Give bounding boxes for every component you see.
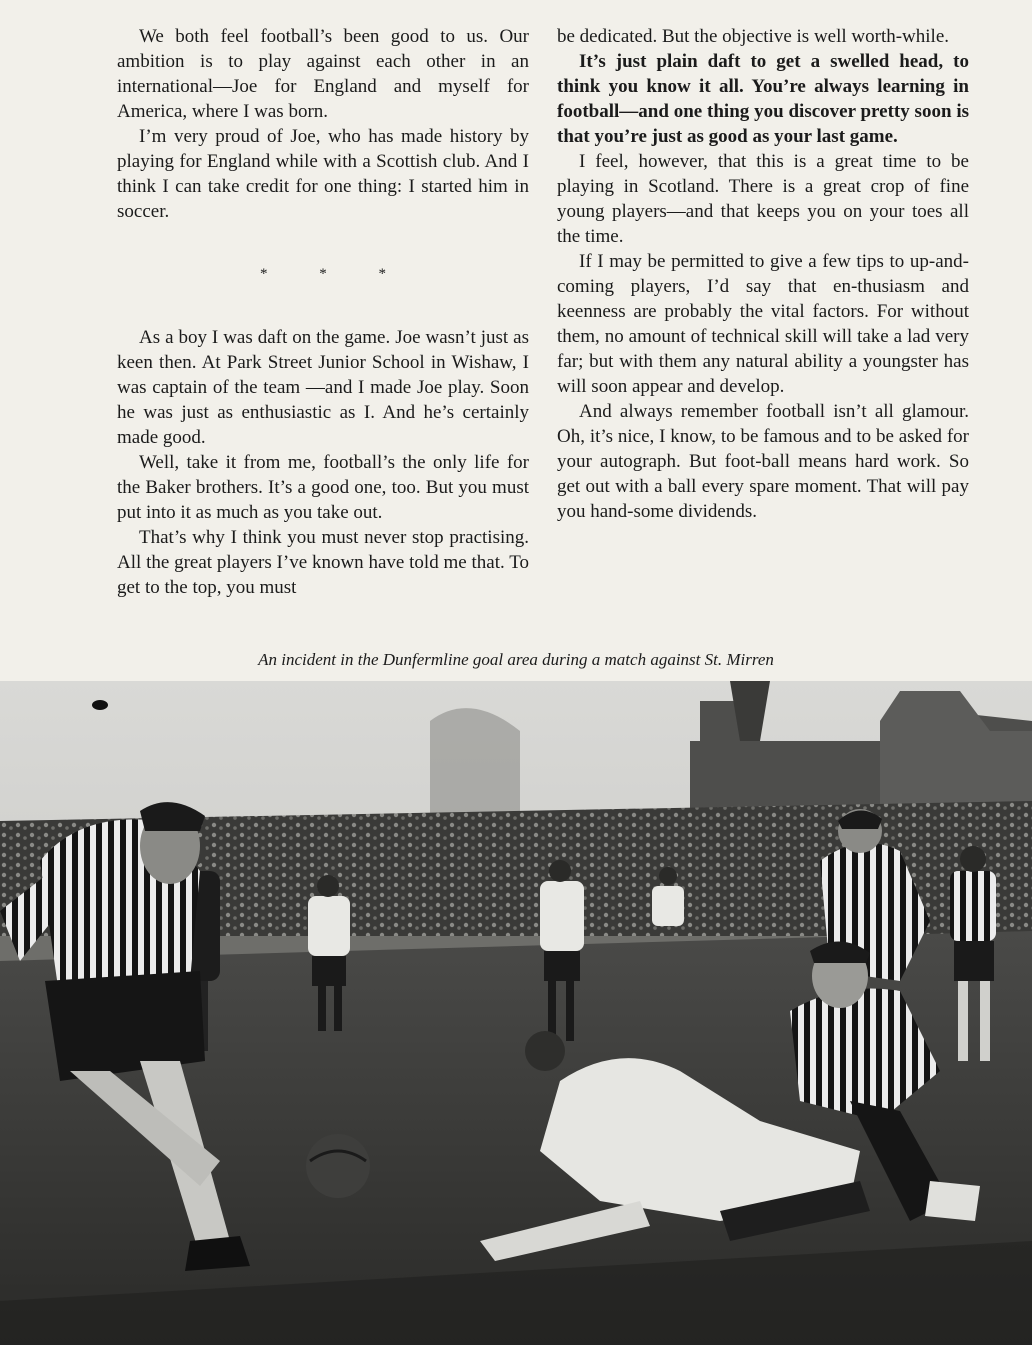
paragraph: If I may be permitted to give a few tips to up-and-coming players, I’d say that en-thusiasm and keenness are probably the vital factors. For without them, no amount of technical skill will take a lad very far; but with them any natural ability a youngster has will soon appear and develop. [557,251,969,397]
article-body [117,24,969,634]
left-column [117,24,529,634]
paragraph-continued: be dedicated. But the objective is well worth-while. [557,26,950,47]
section-separator: * * * [260,266,386,282]
photo-caption: An incident in the Dunfermline goal area during a match against St. Mirren [258,650,774,669]
paragraph-emphasis: It’s just plain daft to get a swelled head, to think you know it all. You’re always learning in football—and one thing you discover pretty soon is that you’re just as good as your last game. [557,51,969,147]
paragraph: We both feel football’s been good to us. Our ambition is to play against each other in an international—Joe for England and myself for America, where I was born. [117,26,529,122]
football-match-photo [0,681,1032,1345]
paragraph: Well, take it from me, football’s the only life for the Baker brothers. It’s a good one, too. But you must put into it as much as you take out. [117,452,529,523]
paragraph: That’s why I think you must never stop practising. All the great players I’ve known have told me that. To get to the top, you must [117,527,529,598]
paragraph: And always remember football isn’t all glamour. Oh, it’s nice, I know, to be famous and to be asked for your autograph. But foot-ball means hard work. So get out with a ball every spare moment. That will pay you hand-some dividends. [557,401,969,522]
paragraph: I’m very proud of Joe, who has made history by playing for England while with a Scottish club. And I think I can take credit for one thing: I started him in soccer. [117,126,529,222]
right-column [557,24,969,634]
paragraph: I feel, however, that this is a great time to be playing in Scotland. There is a great crop of fine young players—and that keeps you on your toes all the time. [557,151,969,247]
match-photograph [0,681,1032,1345]
paragraph: As a boy I was daft on the game. Joe wasn’t just as keen then. At Park Street Junior School in Wishaw, I was captain of the team —and I made Joe play. Soon he was just as enthusiastic as I. And he’s certainly made good. [117,327,529,448]
